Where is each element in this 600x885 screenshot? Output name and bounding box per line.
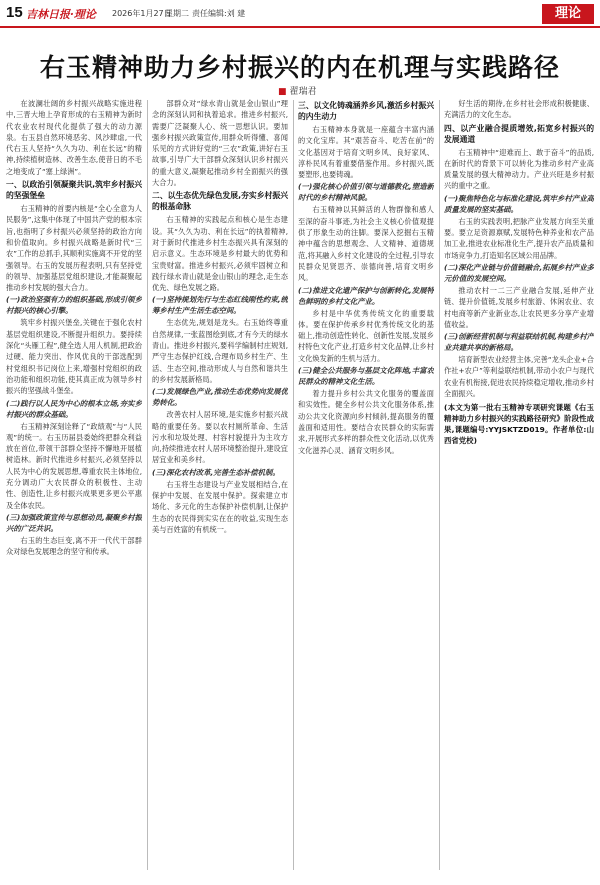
body-paragraph: 右玉精神本身就是一座蕴含丰富内涵的文化宝库。其“艰苦奋斗、吃苦在前”的文化基因对于培育文明乡风、良好家风、淳朴民风有着重要借鉴作用。乡村振兴,既要塑形,也要铸魂。 (298, 125, 434, 180)
subsection-heading: (一)政治坚强有力的组织基础,形成引领乡村振兴的核心引擎。 (6, 295, 142, 316)
subsection-heading: (二)发展绿色产业,推动生态优势向发展优势转化。 (152, 387, 288, 408)
body-paragraph: 右玉的生态巨变,离不开一代代干部群众对绿色发展理念的坚守和传承。 (6, 535, 142, 557)
article-column-1 (6, 98, 142, 878)
body-paragraph: 右玉精神中“迎难而上、敢于奋斗”的品质,在新时代的背景下可以转化为推动乡村产业高质量发展的强大精神动力。产业兴旺是乡村振兴的重中之重。 (444, 147, 594, 191)
body-paragraph: 好生活的期待,在乡村社会形成积极健康、充满活力的文化生态。 (444, 99, 594, 120)
body-paragraph: 改善农村人居环境,是实施乡村振兴战略的重要任务。要以农村厕所革命、生活污水和垃圾处理、村容村貌提升为主攻方向,持续推进农村人居环境整治提升,建设宜居宜业和美乡村。 (152, 410, 288, 465)
section-label: 理论 (542, 4, 594, 24)
body-paragraph: 右玉将生态建设与产业发展相结合,在保护中发展、在发展中保护。探索建立市场化、多元化的生态保护补偿机制,让保护生态的农民得到实实在在的收益,实现生态美与百姓富的有机统一。 (152, 479, 288, 534)
article-column-2 (152, 98, 288, 878)
section-heading: 一、以政治引领凝聚共识,筑牢乡村振兴的坚强堡垒 (6, 180, 142, 201)
body-paragraph: 右玉精神的首要内核是“全心全意为人民服务”,这集中体现了中国共产党的根本宗旨,也指明了乡村振兴必须坚持的政治方向和价值取向。乡村振兴战略是新时代“三农”工作的总抓手,其顺利实施离不开党的坚强领导。右玉的发展历程表明,只有坚持党的领导、加强基层党组织建设,才能凝聚起推动乡村发展的强大合力。 (6, 204, 142, 293)
subsection-heading: (二)推进文化遗产保护与创新转化,发展特色鲜明的乡村文化产业。 (298, 285, 434, 306)
byline (278, 84, 317, 97)
subsection-heading: (三)健全公共服务与基层文化阵地,丰富农民群众的精神文化生活。 (298, 366, 434, 387)
body-paragraph: 推动农村一二三产业融合发展,延伸产业链、提升价值链,发展乡村旅游、休闲农业、农村电商等新产业新业态,让农民更多分享产业增值收益。 (444, 285, 594, 329)
author-name: 翟瑞君 (289, 87, 317, 97)
page-number: 15 (6, 4, 23, 21)
header-rule (0, 26, 600, 28)
intro-paragraph: 在波澜壮阔的乡村振兴战略实施进程中,三晋大地上孕育形成的右玉精神为新时代农业农村现代化提供了强大的动力源泉。右玉县自然环境恶劣、风沙肆虐,一代代右玉人坚持“久久为功、利在长远”的精神,持续植树造林、改善生态,使昔日的不毛之地变成了“塞上绿洲”。 (6, 99, 142, 176)
subsection-heading: (一)聚焦特色化与标准化建设,筑牢乡村产业高质量发展的坚实基础。 (444, 193, 594, 214)
subsection-heading: (二)深化产业链与价值链融合,拓展乡村产业多元价值的发展空间。 (444, 262, 594, 283)
column-divider (147, 100, 148, 870)
subsection-heading: (三)深化农村改革,完善生态补偿机制。 (152, 467, 280, 477)
article-column-3 (298, 98, 434, 878)
body-paragraph: 右玉精神的实践起点和核心是生态建设。其“久久为功、利在长远”的执着精神,对于新时代推进乡村生态振兴具有深刻的启示意义。生态环境是乡村最大的优势和宝贵财富。推进乡村振兴,必须牢固树立和践行绿水青山就是金山银山的理念,走生态优先、绿色发展之路。 (152, 215, 288, 293)
issue-weekday: 星期二 (165, 9, 189, 18)
subsection-heading: (三)创新经营机制与利益联结机制,构建乡村产业共建共享的新格局。 (444, 332, 594, 353)
subsection-heading: (二)践行以人民为中心的根本立场,夯实乡村振兴的群众基础。 (6, 398, 142, 419)
section-heading: 四、以产业融合提质增效,拓宽乡村振兴的发展通道 (444, 123, 594, 144)
issue-date: 2026年1月27日 (112, 9, 172, 18)
section-heading: 三、以文化铸魂涵养乡风,激活乡村振兴的内生动力 (298, 101, 434, 121)
editor-credit: 责任编辑:刘 建 (192, 9, 246, 18)
article-title: 右玉精神助力乡村振兴的内在机理与实践路径 (39, 53, 560, 82)
subsection-heading: (一)坚持规划先行与生态红线刚性约束,统筹乡村生产生活生态空间。 (152, 295, 288, 316)
body-paragraph: 右玉精神以其鲜活的人物群像和感人至深的奋斗事迹,为社会主义核心价值观提供了形象生动的注脚。要深入挖掘右玉精神中蕴含的思想观念、人文精神、道德规范,将其融入乡村文化建设的全过程,引导农民群众见贤思齐、崇德向善,培育文明乡风。 (298, 205, 434, 283)
byline-mark: ■ (278, 87, 287, 97)
column-divider (293, 100, 294, 870)
subsection-heading: (三)加强政策宣传与思想动员,凝聚乡村振兴的广泛共识。 (6, 512, 142, 533)
subsection-heading: (一)强化核心价值引领与道德教化,塑造新时代的乡村精神风貌。 (298, 182, 434, 203)
newspaper-name: 吉林日报·理论 (26, 8, 96, 21)
funding-note: (本文为第一批右玉精神专项研究课题《右玉精神助力乡村振兴的实践路径研究》阶段性成果,课题编号:YYJSKTZD019。作者单位:山西省党校) (444, 403, 594, 446)
body-paragraph: 右玉精神深刻诠释了“政绩观”与“人民观”的统一。右玉历届县委始终把群众利益放在首位,带领干部群众坚持不懈地开展植树造林。新时代推进乡村振兴,必须坚持以人民为中心的发展思想,尊重农民主体地位,充分调动广大农民群众的积极性、主动性、创造性,让乡村振兴成果更多更公平惠及全体农民。 (6, 421, 142, 510)
article-column-4 (444, 98, 594, 878)
column-divider (439, 100, 440, 870)
body-paragraph: 乡村是中华优秀传统文化的重要载体。要在保护传承乡村优秀传统文化的基础上,推动创造性转化、创新性发展,发展乡村特色文化产业,打造乡村文化品牌,让乡村文化焕发新的生机与活力。 (298, 308, 434, 363)
body-paragraph: 培育新型农业经营主体,完善“龙头企业+合作社+农户”等利益联结机制,带动小农户与现代农业有机衔接,促进农民持续稳定增收,推动乡村全面振兴。 (444, 355, 594, 399)
body-paragraph: 筑牢乡村振兴堡垒,关键在于强化农村基层党组织建设,不断提升组织力。要持续深化“头雁工程”,健全选人用人机制,把政治过硬、能力突出、作风优良的干部选配到村党组织书记岗位上来,增强村党组织的政治功能和组织功能,使其真正成为领导乡村振兴的坚强战斗堡垒。 (6, 318, 142, 396)
section-heading: 二、以生态优先绿色发展,夯实乡村振兴的根基命脉 (152, 191, 288, 212)
body-paragraph: 右玉的实践表明,把脉产业发展方向至关重要。要立足资源禀赋,发展特色种养业和农产品加工业,推进农业标准化生产,提升农产品质量和市场竞争力,打造知名区域公用品牌。 (444, 216, 594, 260)
body-paragraph: 生态优先,规划是龙头。右玉始终尊重自然规律,一张蓝图绘到底,才有今天的绿水青山。推进乡村振兴,要科学编制村庄规划,严守生态保护红线,合理布局乡村生产、生活、生态空间,推动形成人与自然和谐共生的乡村发展新格局。 (152, 318, 288, 384)
body-paragraph: 部群众对“绿水青山就是金山银山”理念的深刻认同和执着追求。推进乡村振兴,需要广泛凝聚人心、统一思想认识。要加强乡村振兴政策宣传,用群众听得懂、喜闻乐见的方式讲好党的“三农”政策,讲好右玉故事,引导广大干部群众深刻认识乡村振兴的重大意义,凝聚起推动乡村全面振兴的强大合力。 (152, 99, 288, 188)
body-paragraph: 着力提升乡村公共文化服务的覆盖面和实效性。健全乡村公共文化服务体系,推动公共文化资源向乡村倾斜,提高服务的覆盖面和适用性。要结合农民群众的实际需求,开展形式多样的群众性文化活动,以优秀文化滋养心灵、涵育文明乡风。 (298, 389, 434, 455)
masthead (0, 0, 600, 28)
